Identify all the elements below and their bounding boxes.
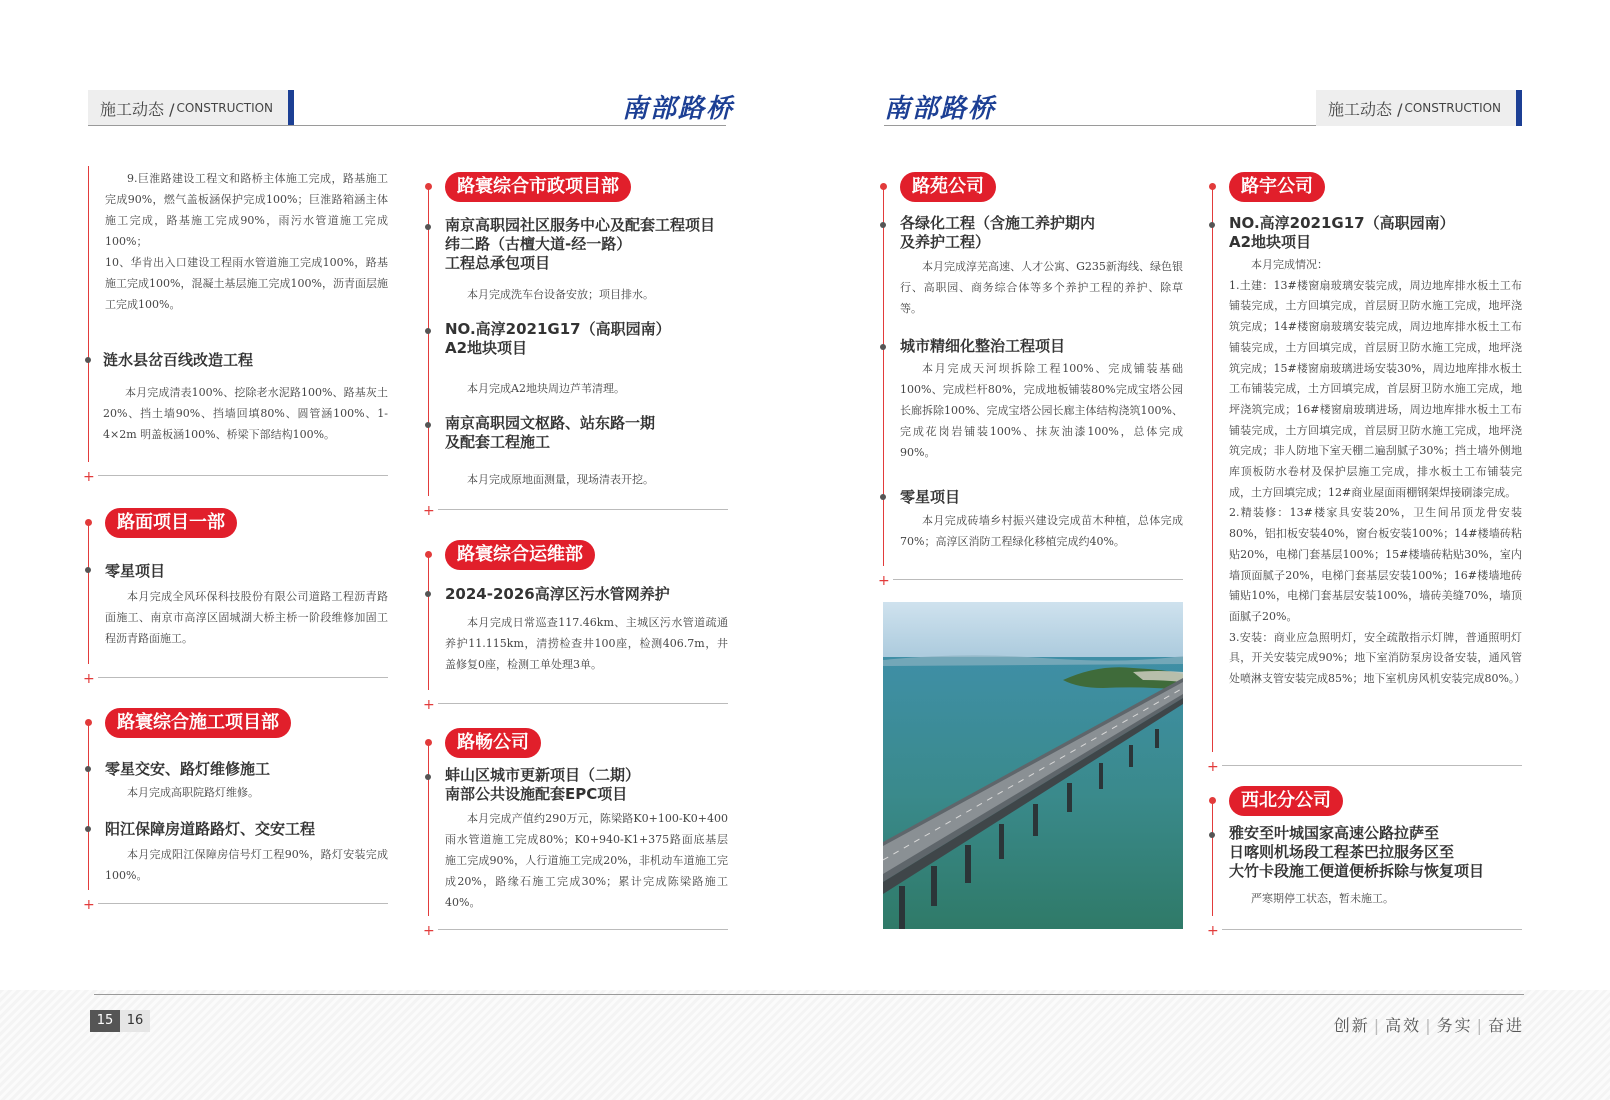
- slogan-word: 务实: [1436, 1016, 1473, 1035]
- header-rule-left: [88, 125, 726, 126]
- lingxing-text: 本月完成全风环保科技股份有限公司道路工程沥青路面施工、南京市高淳区固城湖大桥主桥一阶段维修加固工程沥青路面施工。: [105, 590, 388, 645]
- section-baseline: [98, 475, 388, 476]
- page-number-right: 16: [120, 1010, 150, 1032]
- no-text: 本月完成A2地块周边芦苇清理。: [467, 382, 625, 395]
- bridge-photo: [883, 602, 1183, 929]
- section-rule: [1212, 186, 1213, 752]
- section-dot: [425, 739, 432, 746]
- section-lumian: [83, 508, 388, 687]
- bullet-dot: [85, 766, 91, 772]
- bullet-dot: [425, 422, 431, 428]
- bullet-dot: [425, 591, 431, 597]
- plus-mark: +: [423, 697, 435, 713]
- intro-text: 9.巨淮路建设工程文和路桥主体施工完成，路基施工完成90%，燃气盖板涵保护完成100%；巨淮路箱涵主体施工完成，路基施工完成90%，雨污水管道施工完成100%； 10、华肯出入口建设工程雨水管道施工完成100%，路基施工完成100%，混凝土基层施工完成100%，沥青面层施工完成100%。: [105, 172, 388, 311]
- plus-mark: +: [1207, 759, 1219, 775]
- section-tag-cn: 施工动态 /: [1328, 99, 1403, 119]
- yunwei-pill: 路寰综合运维部: [445, 540, 595, 570]
- brand-logo-right: 南部路桥: [884, 94, 997, 124]
- section-yunwei: [423, 540, 728, 713]
- lianshui-text: 本月完成清表100%、挖除老水泥路100%、路基灰土20%、挡土墙90%、挡墙回填80%、圆管涵100%、1-4×2m 明盖板涵100%、桥梁下部结构100%。: [103, 386, 388, 441]
- wushui-text: 本月完成日常巡查117.46km、主城区污水管道疏通养护11.115km，清捞检查井100座，检测406.7m，井盖修复0座，检测工单处理3单。: [445, 616, 728, 671]
- section-baseline: [438, 929, 728, 930]
- wushui-title: 2024-2026高淳区污水管网养护: [445, 585, 670, 603]
- slogan-word: 奋进: [1487, 1016, 1524, 1035]
- slogan-separator: |: [1425, 1016, 1433, 1035]
- slogan-separator: |: [1373, 1016, 1382, 1035]
- yangjiang-text: 本月完成阳江保障房信号灯工程90%，路灯安装完成100%。: [105, 848, 388, 882]
- luyuan-pill: 路苑公司: [900, 172, 996, 202]
- chengshi-text: 本月完成天河坝拆除工程100%、完成铺装基础100%、完成栏杆80%，完成地板铺装80%完成宝塔公园长廊拆除100%、完成宝塔公园长廊主体结构浇筑100%、完成花岗岩铺装100%、抹灰油漆100%，总体完成90%。: [900, 362, 1183, 459]
- bullet-dot: [85, 357, 91, 363]
- section-luyu: [1207, 172, 1526, 775]
- section-baseline: [98, 677, 388, 678]
- slogan-separator: |: [1476, 1016, 1484, 1035]
- section-dot: [85, 719, 92, 726]
- slogan-word: 创新: [1333, 1016, 1370, 1035]
- page-number-left: 15: [90, 1010, 120, 1032]
- luyu-pill: 路宇公司: [1229, 172, 1325, 202]
- bullet-dot: [880, 344, 886, 350]
- section-tag-cn: 施工动态 /: [100, 99, 175, 119]
- section-dot: [1209, 797, 1216, 804]
- section-dot: [425, 551, 432, 558]
- brand-logo-left: 南部路桥: [622, 94, 735, 124]
- lingxing-text: 本月完成砖墙乡村振兴建设完成苗木种植，总体完成70%；高淳区消防工程绿化移植完成约40%。: [900, 514, 1183, 548]
- bullet-dot: [85, 826, 91, 832]
- section-luchang: [423, 728, 728, 939]
- section-rule: [88, 166, 89, 462]
- section-shigong: [83, 708, 388, 913]
- luchang-pill: 路畅公司: [445, 728, 541, 758]
- plus-mark: +: [83, 897, 95, 913]
- section-baseline: [1222, 765, 1522, 766]
- bullet-dot: [1209, 222, 1215, 228]
- section-rule: [428, 742, 429, 916]
- bullet-dot: [880, 494, 886, 500]
- section-baseline: [438, 703, 728, 704]
- section-rule: [428, 186, 429, 496]
- footer-background: [0, 990, 1610, 1100]
- lianshui-title: 涟水县岔百线改造工程: [103, 351, 254, 369]
- no-title: NO.高淳2021G17（高职园南） A2地块项目: [445, 320, 671, 357]
- footer-slogan: [1334, 1013, 1524, 1036]
- plus-mark: +: [423, 923, 435, 939]
- section-dot: [1209, 183, 1216, 190]
- wenshu-title: 南京高职园文枢路、站东路一期 及配套工程施工: [445, 414, 656, 451]
- section-tag-en: CONSTRUCTION: [176, 101, 274, 115]
- lingxing-title: 零星项目: [900, 488, 961, 506]
- section-tag-en: CONSTRUCTION: [1404, 101, 1502, 115]
- section-baseline: [893, 579, 1183, 580]
- lingxing-title: 零星项目: [105, 562, 166, 580]
- yaan-title: 雅安至叶城国家高速公路拉萨至 日喀则机场段工程茶巴拉服务区至 大竹卡段施工便道便桥拆除与恢复项目: [1229, 824, 1485, 880]
- bullet-dot: [425, 224, 431, 230]
- section-xibei: [1207, 786, 1522, 939]
- section-rule: [1212, 800, 1213, 916]
- bullet-dot: [85, 567, 91, 573]
- section-baseline: [438, 509, 728, 510]
- section-dot: [85, 519, 92, 526]
- plus-mark: +: [1207, 923, 1219, 939]
- section-tag-bar: [288, 90, 294, 126]
- section-shizheng: [423, 172, 728, 519]
- section-dot: [880, 183, 887, 190]
- section-tag-left: [88, 90, 294, 126]
- section-rule: [88, 722, 89, 890]
- bullet-dot: [1209, 832, 1215, 838]
- section-rule: [883, 186, 884, 566]
- section-tag-bar: [1516, 90, 1522, 126]
- bridge-photo-image: [883, 602, 1183, 929]
- section-tag-right: [1316, 90, 1522, 126]
- xibei-pill: 西北分公司: [1229, 786, 1343, 816]
- no-title: NO.高淳2021G17（高职园南） A2地块项目: [1229, 214, 1455, 251]
- bullet-dot: [880, 222, 886, 228]
- jiaoan-title: 零星交安、路灯维修施工: [105, 760, 271, 778]
- lumian-pill: 路面项目一部: [105, 508, 237, 538]
- plus-mark: +: [423, 503, 435, 519]
- plus-mark: +: [83, 671, 95, 687]
- section-intro: [83, 166, 388, 485]
- bullet-dot: [425, 774, 431, 780]
- section-luyuan: [878, 172, 1183, 589]
- plus-mark: +: [878, 573, 890, 589]
- no-text: 本月完成情况： 1.土建：13#楼窗扇玻璃安装完成，周边地库排水板土工布铺装完成，土方回填完成，首层厨卫防水施工完成，地坪浇筑完成；14#楼窗扇玻璃安装完成，周边地库排水板土工布铺装完成，土方回填完成，首层厨卫防水施工完成，地坪浇筑完成；15#楼窗扇玻璃进场安装30%，周边地库排水板土工布铺装完成，土方回填完成，首层厨卫防水施工完成，地坪浇筑完成；16#楼窗扇玻璃进场，周边地库排水板土工布铺装完成，土方回填完成，首层厨卫防水施工完成，地坪浇筑完成；非人防地下室天棚二遍刮腻子30%；挡土墙外侧地库顶板防水卷材及保护层施工完成，排水板土工布铺装完成，土方回填完成；12#商业屋面雨棚钢架焊接刷漆完成。 2.精装修：13#楼家具安装20%，卫生间吊顶龙骨安装80%，铝扣板安装40%，窗台板安装100%；14#楼墙砖粘贴20%，电梯门套基层100%；15#楼墙砖粘贴30%，室内墙顶面腻子20%，电梯门套基层安装100%；16#楼墙地砖铺贴10%，电梯门套基层安装100%，墙砖美缝70%，墙顶面腻子20%。 3.安装：商业应急照明灯，安全疏散指示灯牌，普通照明灯具，开关安装完成90%；地下室消防泵房设备安装，通风管处喷淋支管安装完成85%；地下室机房风机安装完成80%。）: [1229, 258, 1526, 686]
- slogan-word: 高效: [1385, 1016, 1422, 1035]
- chengshi-title: 城市精细化整治工程项目: [900, 337, 1066, 355]
- shigong-pill: 路寰综合施工项目部: [105, 708, 291, 738]
- jiaoan-text: 本月完成高职院路灯维修。: [127, 786, 259, 799]
- bullet-dot: [425, 328, 431, 334]
- plus-mark: +: [83, 469, 95, 485]
- lvhua-title: 各绿化工程（含施工养护期内 及养护工程）: [900, 214, 1096, 251]
- yangjiang-title: 阳江保障房道路路灯、交安工程: [105, 820, 316, 838]
- section-rule: [428, 554, 429, 690]
- lvhua-text: 本月完成淳芜高速、人才公寓、G235新海线、绿色银行、高职园、商务综合体等多个养护工程的养护、除草等。: [900, 260, 1183, 315]
- footer-rule: [94, 994, 1524, 995]
- section-baseline: [1222, 929, 1522, 930]
- wenshu-text: 本月完成原地面测量，现场清表开挖。: [467, 473, 654, 486]
- yaan-text: 严寒期停工状态，暂未施工。: [1251, 892, 1394, 905]
- bengbu-text: 本月完成产值约290万元，陈梁路K0+100-K0+400雨水管道施工完成80%；K0+940-K1+375路面底基层施工完成90%，人行道施工完成20%，非机动车道施工完成20%，路缘石施工完成30%；累计完成陈梁路施工40%。: [445, 812, 728, 909]
- section-baseline: [98, 903, 388, 904]
- nanjing-text: 本月完成洗车台设备安放；项目排水。: [467, 288, 654, 301]
- nanjing-title: 南京高职园社区服务中心及配套工程项目 纬二路（古檀大道-经一路） 工程总承包项目: [445, 216, 716, 272]
- shizheng-pill: 路寰综合市政项目部: [445, 172, 631, 202]
- section-dot: [425, 183, 432, 190]
- section-rule: [88, 522, 89, 664]
- bengbu-title: 蚌山区城市更新项目（二期） 南部公共设施配套EPC项目: [445, 766, 641, 803]
